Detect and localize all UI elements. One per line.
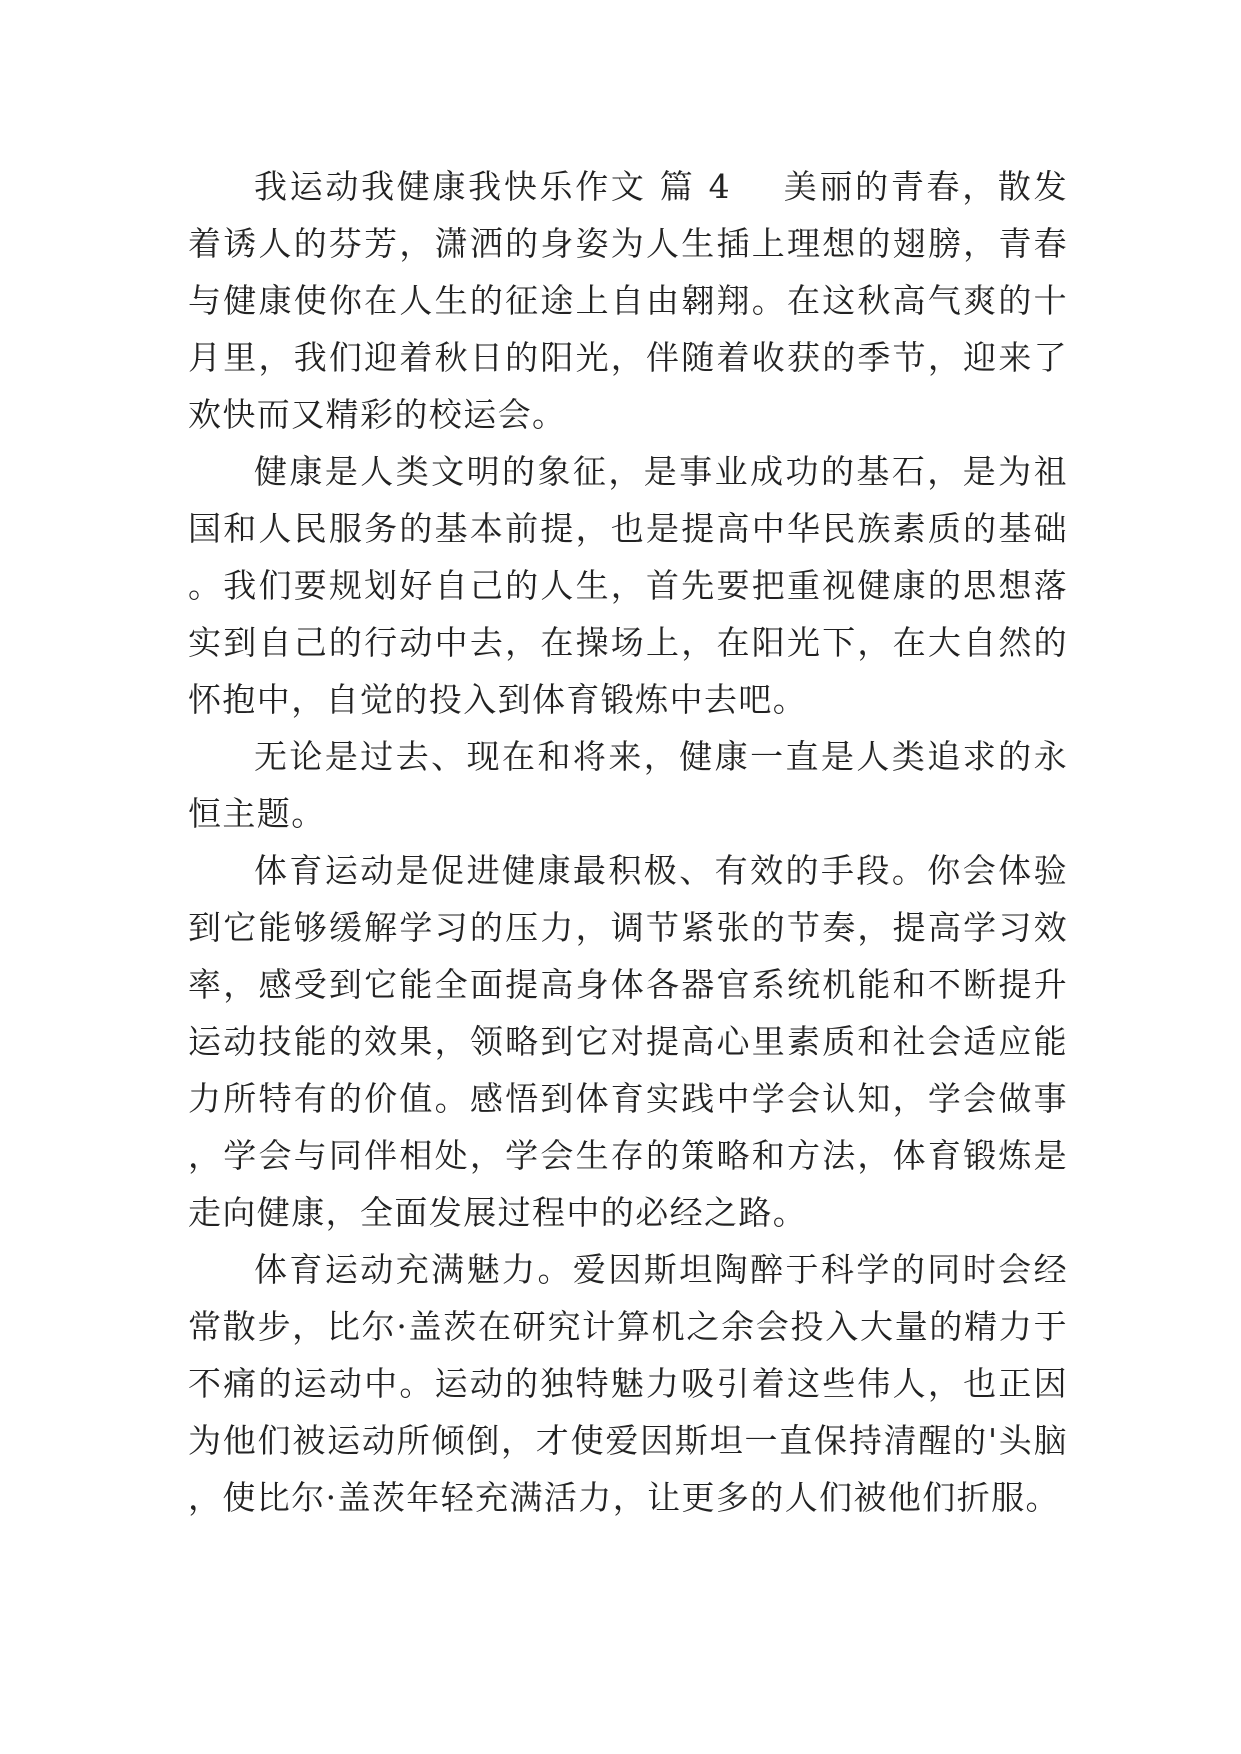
paragraph-text: 美丽的青春，散发着诱人的芬芳，潇洒的身姿为人生插上理想的翅膀，青春与健康使你在人生的征途上自由翱翔。在这秋高气爽的十月里，我们迎着秋日的阳光，伴随着收获的季节，迎来了欢快而又精彩的校运会。 [188,167,1069,434]
paragraph: 健康是人类文明的象征，是事业成功的基石，是为祖国和人民服务的基本前提，也是提高中华民族素质的基础。我们要规划好自己的人生，首先要把重视健康的思想落实到自己的行动中去，在操场上，在阳光下，在大自然的怀抱中，自觉的投入到体育锻炼中去吧。 [188,452,1068,719]
paragraph: 体育运动是促进健康最积极、有效的手段。你会体验到它能够缓解学习的压力，调节紧张的节奏，提高学习效率，感受到它能全面提高身体各器官系统机能和不断提升运动技能的效果，领略到它对提高心里素质和社会适应能力所特有的价值。感悟到体育实践中学会认知，学会做事，学会与同伴相处，学会生存的策略和方法，体育锻炼是走向健康，全面发展过程中的必经之路。 [188,851,1068,1232]
paragraph: 体育运动充满魅力。爱因斯坦陶醉于科学的同时会经常散步，比尔·盖茨在研究计算机之余会投入大量的精力于不痛的运动中。运动的独特魅力吸引着这些伟人，也正因为他们被运动所倾倒，才使爱因斯坦一直保持清醒的'头脑，使比尔·盖茨年轻充满活力，让更多的人们被他们折服。 [188,1250,1068,1517]
article-title: 我运动我健康我快乐作文 [254,167,647,206]
paragraph: 无论是过去、现在和将来，健康一直是人类追求的永恒主题。 [188,737,1068,833]
section-label: 篇 4 [659,167,732,206]
article-body [188,158,1068,1526]
intro-paragraph [188,158,1068,443]
